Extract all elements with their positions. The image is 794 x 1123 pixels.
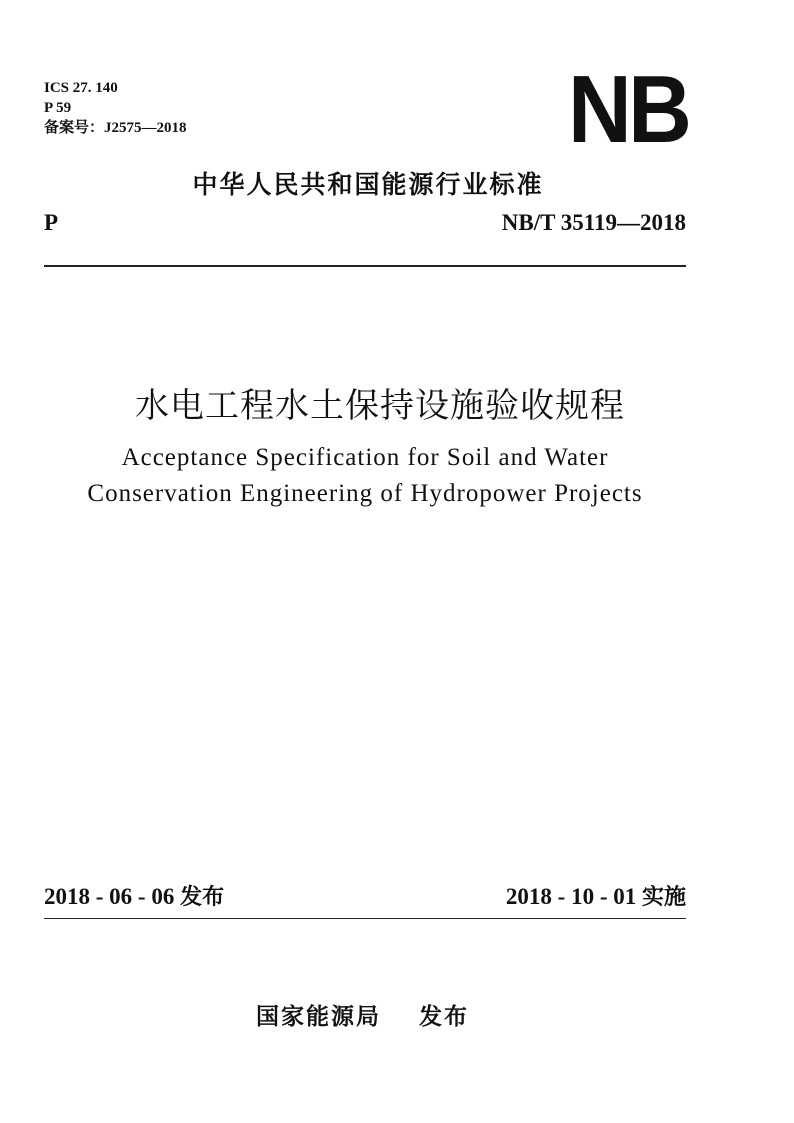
class-letter: P bbox=[44, 210, 59, 235]
classification-code: P 59 bbox=[44, 100, 72, 116]
effective-date: 2018 - 10 - 01 bbox=[505, 884, 637, 909]
issuer-line bbox=[256, 998, 469, 1031]
footer-divider bbox=[44, 918, 686, 919]
issuer-name: 国家能源局 bbox=[256, 1004, 381, 1030]
effective-date-block bbox=[506, 880, 686, 911]
issue-date-block bbox=[44, 880, 224, 911]
nb-logo: NB bbox=[568, 56, 689, 163]
issuer-label: 发布 bbox=[419, 1004, 469, 1030]
record-number: 备案号：J2575—2018 bbox=[44, 120, 187, 136]
title-chinese: 水电工程水土保持设施验收规程 bbox=[135, 386, 625, 426]
standard-organization: 中华人民共和国能源行业标准 bbox=[192, 170, 544, 199]
ics-code: ICS 27. 140 bbox=[44, 80, 118, 96]
header-divider bbox=[44, 265, 686, 267]
title-english-line-2: Conservation Engineering of Hydropower Projects bbox=[87, 480, 643, 507]
title-english-line-1: Acceptance Specification for Soil and Water bbox=[121, 444, 609, 471]
issue-label: 发布 bbox=[180, 885, 225, 910]
standard-meta bbox=[44, 78, 187, 138]
standard-number: NB/T 35119—2018 bbox=[501, 210, 686, 235]
effective-label: 实施 bbox=[641, 885, 686, 910]
issue-date: 2018 - 06 - 06 bbox=[44, 884, 175, 909]
